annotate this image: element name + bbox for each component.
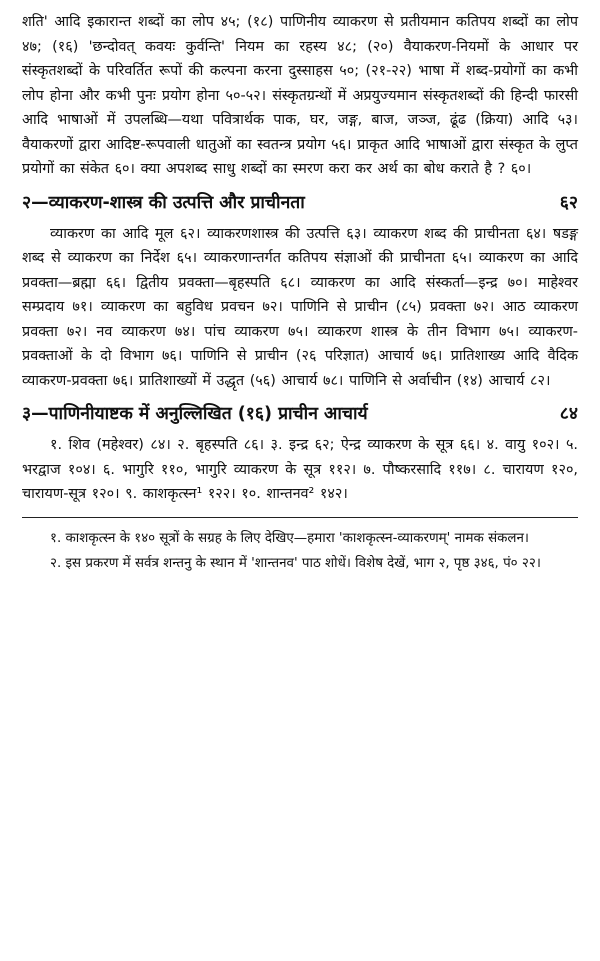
footnote-divider — [22, 517, 578, 518]
section-2-title: २—व्याकरण-शास्त्र की उत्पत्ति और प्राचीनता — [22, 192, 305, 213]
section-2-body: व्याकरण का आदि मूल ६२। व्याकरणशास्त्र की उत्पत्ति ६३। व्याकरण शब्द की प्राचीनता ६४। षडङ्ग शब्द से व्याकरण का निर्देश ६५। व्याकरणान्तर्गत कतिपय संज्ञाओं की प्राचीनता ६५। व्याकरण का आदि प्रवक्ता—ब्रह्मा ६६। द्वितीय प्रवक्ता—बृहस्पति ६८। व्याकरण का आदि संस्कर्ता—इन्द्र ७०। माहेश्वर सम्प्रदाय ७१। व्याकरण का बहुविध प्रवचन ७२। पाणिनि से प्राचीन (८५) प्रवक्ता ७२। आठ व्याकरण प्रवक्ता ७२। नव व्याकरण ७४। पांच व्याकरण ७५। व्याकरण शास्त्र के तीन विभाग ७५। व्याकरण-प्रवक्ताओं के दो विभाग ७६। पाणिनि से प्राचीन (२६ परिज्ञात) आचार्य ७६। प्रातिशाख्य आदि वैदिक व्याकरण-प्रवक्ता ७६। प्रातिशाख्यों में उद्धृत (५६) आचार्य ७८। पाणिनि से अर्वाचीन (१४) आचार्य ८२। — [22, 225, 578, 389]
footnote-1: १. काशकृत्स्न के १४० सूत्रों के सग्रह के लिए देखिए—हमारा 'काशकृत्स्न-व्याकरणम्' नामक संकलन। — [50, 530, 529, 546]
section-3-page-number: ८४ — [559, 404, 578, 424]
intro-paragraph: शति' आदि इकारान्त शब्दों का लोप ४५; (१८) पाणिनीय व्याकरण से प्रतीयमान कतिपय शब्दों का लोप ४७; (१६) 'छन्दोवत् कवयः कुर्वन्ति' नियम का रहस्य ४८; (२०) वैयाकरण-नियमों के आधार पर संस्कृतशब्दों के परिवर्तित रूपों की कल्पना करना दुस्साहस ५०; (२१-२२) भाषा में शब्द-प्रयोगों का कभी लोप होना और कभी पुनः प्रयोग होना ५०-५२। संस्कृतग्रन्थों में अप्रयुज्यमान संस्कृतशब्दों की हिन्दी फारसी आदि भाषाओं में उपलब्धि—यथा पवित्रार्थक पाक, घर, जङ्ग, बाज, जञ्ज, ढूंढ (क्रिया) आदि ५३। वैयाकरणों द्वारा आदिष्ट-रूपवाली धातुओं का स्वतन्त्र प्रयोग ५६। प्राकृत आदि भाषाओं द्वारा संस्कृत के लुप्त प्रयोगों का संकेत ६०। क्या अपशब्द साधु शब्दों का स्मरण करा कर अर्थ का बोध कराते है ? ६०। — [22, 14, 578, 177]
section-3-title: ३—पाणिनीयाष्टक में अनुल्लिखित (१६) प्राचीन आचार्य — [22, 404, 368, 424]
section-2-page-number: ६२ — [559, 192, 578, 213]
section-3-heading — [22, 399, 578, 429]
footnote-2: २. इस प्रकरण में सर्वत्र शन्तनु के स्थान में 'शान्तनव' पाठ शोधें। विशेष देखें, भाग २, पृष्ठ ३४६, पं० २२। — [50, 555, 541, 571]
section-2-heading — [22, 188, 578, 218]
section-3-body: १. शिव (महेश्वर) ८४। २. बृहस्पति ८६। ३. इन्द्र ६२; ऐन्द्र व्याकरण के सूत्र ६६। ४. वायु १०२। ५. भरद्वाज १०४। ६. भागुरि ११०, भागुरि व्याकरण के सूत्र ११२। ७. पौष्करसादि ११७। ८. चारायण १२०, चारायण-सूत्र १२०। ९. काशकृत्स्न¹ १२२। १०. शान्तनव² १४२। — [22, 437, 578, 502]
